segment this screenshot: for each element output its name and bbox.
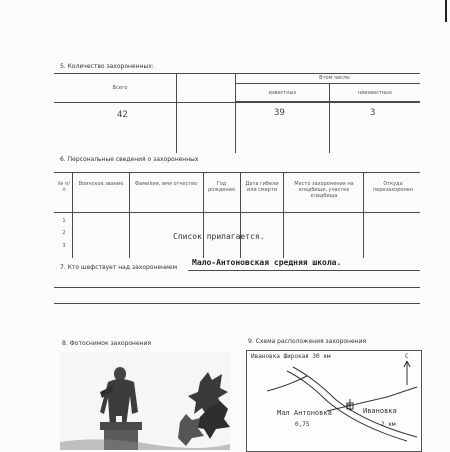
header-origin: Откуда перезахоронен: [372, 181, 414, 193]
map-label-mal-antonovka-km: 0,75: [295, 421, 310, 428]
total-value: 42: [117, 110, 128, 120]
header-name: Фамилия, имя отчество: [134, 181, 198, 187]
section7-title: 7. Кто шефствует над захоронением: [60, 264, 178, 271]
section6-title: 6. Персональные сведения о захороненных: [60, 156, 199, 163]
col-known-header: известных: [268, 90, 297, 96]
header-rank: Воинское звание: [78, 181, 124, 187]
map-label-top: Ивановка Широкая 30 км: [251, 353, 331, 360]
header-place: Место захоронения на кладбище, участке кладбища: [294, 181, 354, 199]
map-label-mal-antonovka: Мал Антоновка: [277, 409, 332, 417]
col-total-header: Всего: [112, 85, 128, 91]
map-sketch-icon: [247, 351, 421, 451]
row-number: 1: [62, 218, 66, 224]
list-attached-note: Список прилагается.: [173, 232, 265, 241]
map-label-north: С: [405, 353, 409, 360]
memorial-photo: [60, 352, 230, 450]
map-label-ivanovka-km: 2 км: [381, 421, 396, 428]
patron-value: Мало-Антоновская средняя школа.: [192, 258, 342, 267]
page-edge-mark: [445, 0, 447, 22]
header-death: Дата гибели или смерти: [245, 181, 279, 193]
col-including-header: Втом числе:: [319, 75, 351, 81]
col-unknown-header: неизвестных: [357, 90, 393, 96]
header-birth: Год рождения: [208, 181, 235, 193]
header-num: № п/п: [58, 181, 70, 193]
section9-title: 9. Схема расположения захоронения: [248, 338, 367, 345]
location-map: [246, 350, 422, 452]
known-value: 39: [274, 108, 285, 118]
section5-title: 5. Количество захороненных:: [60, 63, 154, 70]
soldier-statue-icon: [60, 352, 230, 450]
row-number: 2: [62, 230, 66, 236]
map-label-ivanovka: Ивановка: [363, 407, 397, 415]
section8-title: 8. Фотоснимок захоронения: [62, 340, 152, 347]
row-number: 3: [62, 243, 66, 249]
unknown-value: 3: [370, 108, 376, 118]
